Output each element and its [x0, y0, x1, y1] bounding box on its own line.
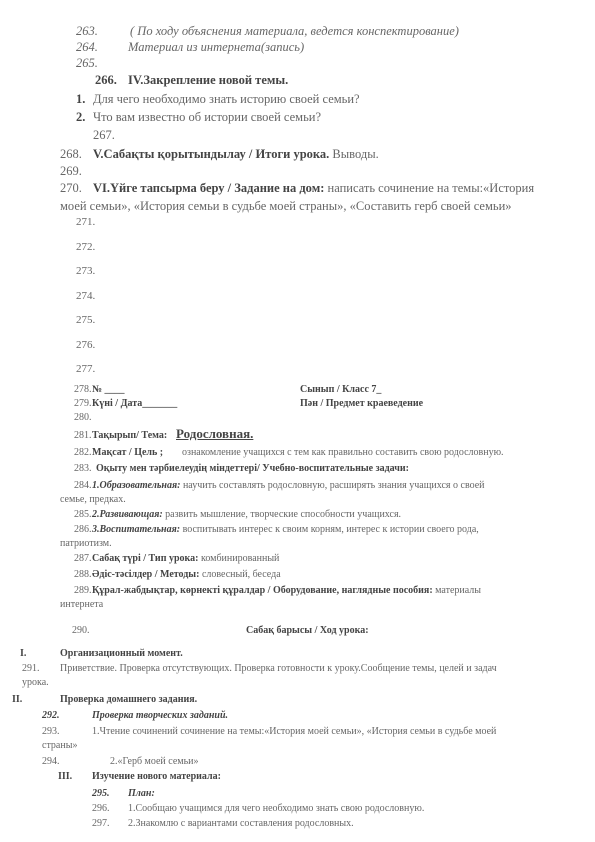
homework-line: VI.Үйге тапсырма беру / Задание на дом: написать сочинение на темы:«История [93, 181, 535, 195]
line-number: 292. [42, 710, 60, 721]
line-number: 285. [74, 509, 92, 520]
stage-text: 1.Чтение сочинений сочинение на темы:«История моей семьи», «История семьи в судьбе моей [92, 726, 497, 737]
line-number: 276. [76, 338, 96, 351]
roman-numeral: II. [12, 694, 23, 705]
lesson-number-field: № ____ [92, 384, 125, 395]
section-heading: V.Сабақты қорытындылау / Итоги урока. Выводы. [93, 147, 379, 161]
line-number: 273. [76, 265, 96, 277]
homework-line-cont: моей семьи», «История семьи в судьбе моей страны», «Составить герб своей семьи» [60, 199, 512, 213]
topic-label: Тақырып/ Тема: [92, 430, 168, 441]
line-number: 294. [42, 756, 60, 767]
question-item: Для чего необходимо знать историю своей семьи? [93, 92, 360, 106]
stage-text-cont: урока. [22, 677, 49, 688]
topic-title: Родословная. [176, 426, 254, 441]
lesson-type: Сабақ түрі / Тип урока: комбинированный [92, 553, 280, 564]
line-number: 267. [93, 128, 115, 142]
line-number: 264. [76, 40, 98, 54]
subject-field: Пән / Предмет краеведение [300, 398, 424, 409]
line-number: 274. [76, 289, 96, 302]
line-number: 293. [42, 726, 60, 737]
line-number: 296. [92, 803, 110, 814]
line-number: 281. [74, 430, 92, 441]
line-number: 270. [60, 181, 82, 195]
task-developing: 2.Развивающая: развить мышление, творческие способности учащихся. [92, 509, 402, 520]
lesson-equipment: Құрал-жабдықтар, көрнекті құралдар / Оборудование, наглядные пособия: материалы [92, 585, 482, 596]
roman-numeral: I. [20, 648, 27, 659]
stage-subheading: Проверка творческих заданий. [92, 710, 229, 721]
line-number: 282. [74, 447, 92, 458]
lesson-flow-heading: Сабақ барысы / Ход урока: [246, 625, 369, 636]
list-number: 1. [76, 92, 86, 106]
roman-numeral: III. [58, 771, 73, 782]
line-number: 286. [74, 524, 92, 535]
tasks-heading: Оқыту мен тәрбиелеудің міндеттері/ Учебно-воспитательные задачи: [96, 463, 409, 474]
line-number: 290. [72, 625, 90, 636]
line-number: 271. [76, 216, 96, 228]
line-number: 278. [74, 384, 92, 395]
line-number: 283. [74, 463, 92, 474]
class-field: Сынып / Класс 7_ [300, 384, 382, 395]
line-number: 269. [60, 164, 82, 178]
stage-text: Приветствие. Проверка отсутствующих. Проверка готовности к уроку.Сообщение темы, целей и задач [60, 663, 497, 674]
line-number: 280. [74, 412, 92, 423]
plan-item: 1.Сообщаю учащимся для чего необходимо знать свою родословную. [128, 803, 425, 814]
line-number: 279. [74, 398, 92, 409]
stage-heading: Организационный момент. [60, 648, 183, 659]
line-number: 265. [76, 56, 98, 70]
lesson-methods: Әдіс-тәсілдер / Методы: словесный, беседа [92, 569, 281, 580]
lesson-equipment-cont: интернета [60, 599, 104, 610]
goal-label: Мақсат / Цель ; [92, 447, 164, 458]
line-number: 289. [74, 585, 92, 596]
line-number: 275. [76, 314, 96, 326]
line-number: 272. [76, 240, 96, 253]
stage-heading: Проверка домашнего задания. [60, 694, 198, 705]
task-upbringing-cont: патриотизм. [60, 538, 112, 549]
plan-item: 2.Знакомлю с вариантами составления родословных. [128, 818, 354, 829]
line-number: 263. [76, 24, 98, 38]
line-number: 266. [95, 73, 117, 87]
text-line: ( По ходу объяснения материала, ведется конспектирование) [130, 24, 459, 38]
text-line: Материал из интернета(запись) [128, 40, 305, 54]
line-number: 291. [22, 663, 40, 674]
line-number: 268. [60, 147, 82, 161]
list-number: 2. [76, 110, 86, 124]
plan-heading: План: [128, 788, 155, 799]
task-upbringing: 3.Воспитательная: воспитывать интерес к своим корням, интерес к истории своего рода, [92, 524, 479, 535]
section-heading: IV.Закрепление новой темы. [128, 73, 289, 87]
date-field: Күні / Дата_______ [92, 398, 178, 409]
line-number: 295. [92, 788, 110, 799]
stage-heading: Изучение нового материала: [92, 771, 221, 782]
stage-text-cont: страны» [42, 740, 78, 751]
question-item: Что вам известно об истории своей семьи? [93, 110, 322, 124]
line-number: 284. [74, 480, 92, 491]
line-number: 277. [76, 363, 96, 375]
goal-text: ознакомление учащихся с тем как правильно составить свою родословную. [182, 447, 504, 458]
task-educational-cont: семье, предках. [60, 494, 126, 505]
line-number: 288. [74, 569, 92, 580]
line-number: 287. [74, 553, 92, 564]
line-number: 297. [92, 818, 110, 829]
stage-text: 2.«Герб моей семьи» [110, 756, 199, 767]
task-educational: 1.Образовательная: научить составлять родословную, расширять знания учащихся о своей [92, 480, 485, 491]
